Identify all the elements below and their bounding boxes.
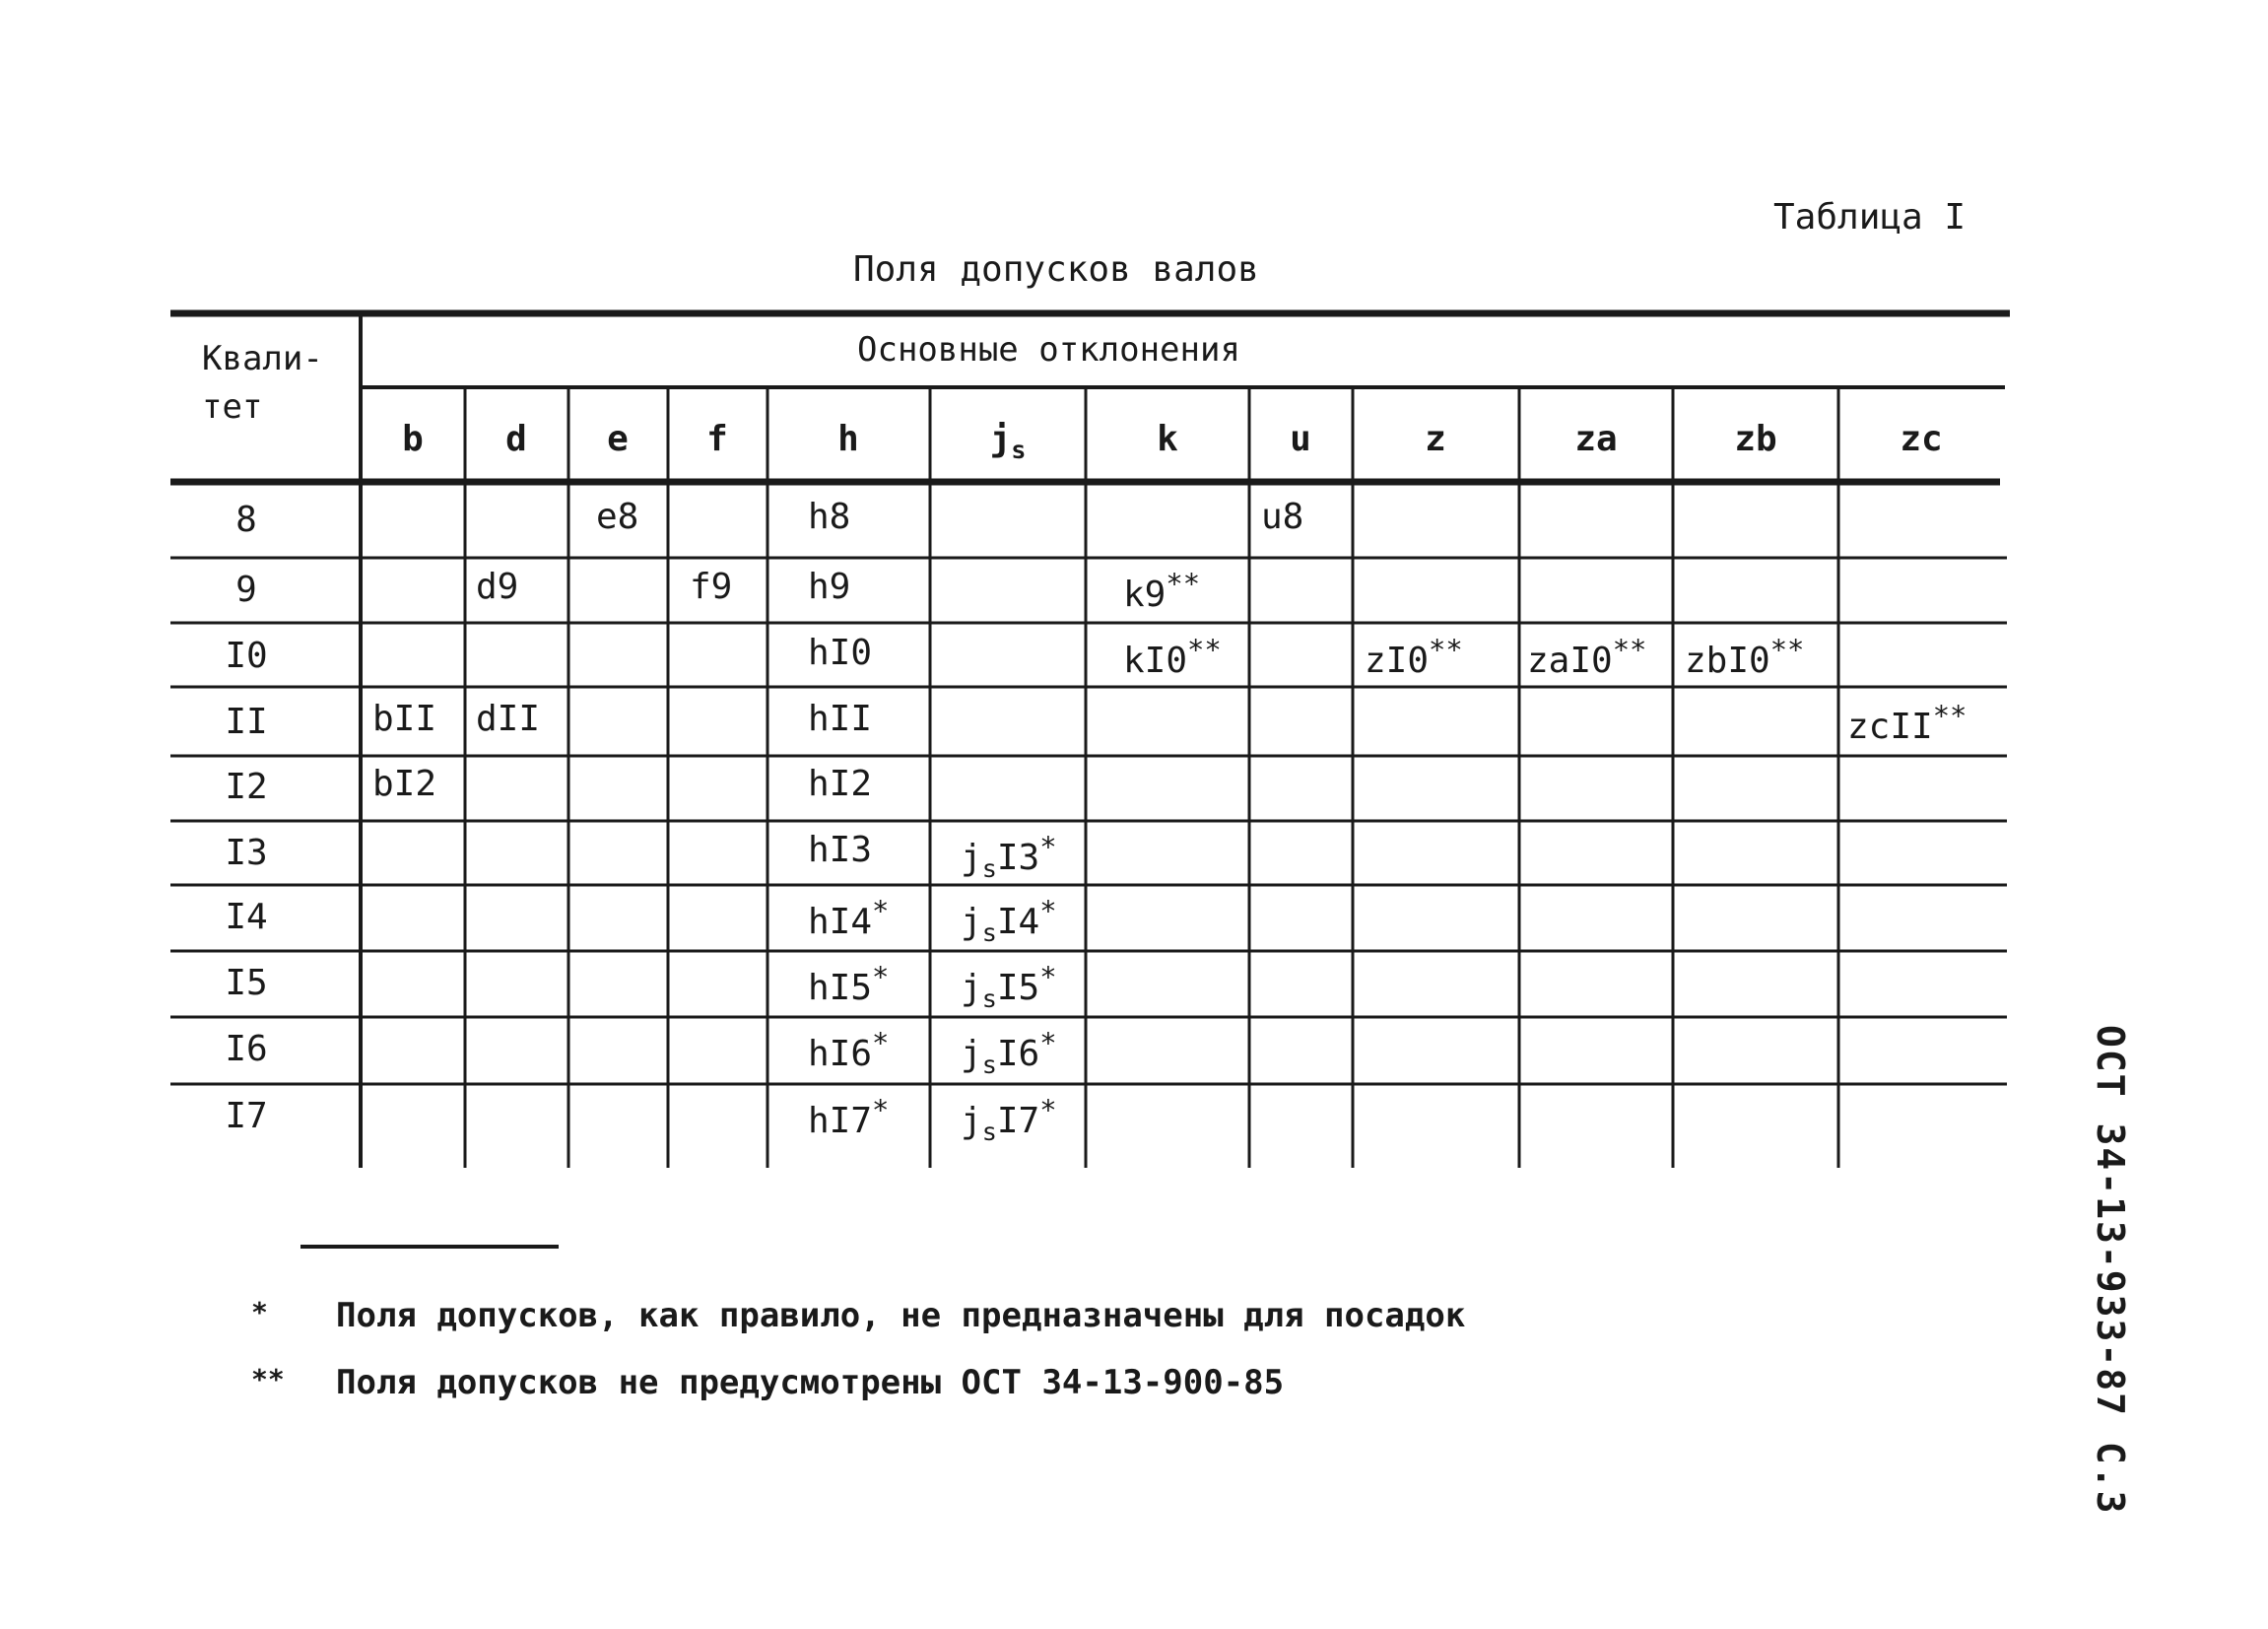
cell-zb-I0: zbI0** [1685, 633, 1805, 681]
cell-d-9: d9 [476, 567, 519, 607]
qualitet-header-line2: тет [202, 387, 263, 428]
document-code: ОСТ 34-13-933-87 С.3 [2089, 1025, 2132, 1516]
column-header-f: f [706, 419, 728, 459]
row-qualitet-I5: I5 [225, 963, 268, 1003]
row-qualitet-I6: I6 [225, 1029, 268, 1069]
cell-f-9: f9 [690, 567, 733, 607]
cell-k-9: k9** [1123, 567, 1201, 615]
cell-h-I5: hI5* [808, 960, 890, 1008]
row-qualitet-II: II [225, 702, 268, 742]
deviations-header: Основные отклонения [857, 330, 1240, 370]
column-header-e: e [607, 419, 629, 459]
cell-b-II: bII [372, 699, 437, 739]
cell-u-8: u8 [1261, 497, 1304, 537]
table-label: Таблица I [1773, 197, 1967, 238]
row-qualitet-I2: I2 [225, 767, 268, 807]
column-header-b: b [402, 419, 424, 459]
cell-h-I0: hI0 [808, 633, 873, 673]
cell-h-I3: hI3 [808, 830, 873, 870]
column-header-z: z [1425, 419, 1446, 459]
column-header-za: za [1574, 419, 1618, 459]
column-header-k: k [1157, 419, 1178, 459]
cell-b-I2: bI2 [372, 764, 437, 804]
cell-js-I3: $j_sI3^*$ [961, 830, 1057, 884]
cell-zc-II: zcII** [1847, 699, 1968, 747]
cell-js-I7: $j_sI7^*$ [961, 1093, 1057, 1147]
cell-js-I5: $j_sI5^*$ [961, 960, 1057, 1014]
cell-k-I0: kI0** [1123, 633, 1222, 681]
column-header-zb: zb [1734, 419, 1777, 459]
cell-za-I0: zaI0** [1527, 633, 1647, 681]
cell-h-I6: hI6* [808, 1026, 890, 1074]
column-header-zc: zc [1900, 419, 1943, 459]
cell-d-II: dII [476, 699, 541, 739]
footnote-2-mark: ** [251, 1363, 285, 1395]
cell-e-8: e8 [596, 497, 639, 537]
footnote-1 [251, 1296, 1465, 1335]
footnote-1-mark: * [251, 1296, 268, 1328]
row-qualitet-I7: I7 [225, 1096, 268, 1136]
qualitet-header-line1: Квали- [202, 339, 323, 378]
cell-h-I2: hI2 [808, 764, 873, 804]
row-qualitet-I4: I4 [225, 897, 268, 937]
row-qualitet-I0: I0 [225, 636, 268, 676]
column-header-d: d [505, 419, 527, 459]
column-header-js: $j_s$ [989, 419, 1027, 465]
table-title: Поля допусков валов [853, 249, 1259, 290]
cell-h-9: h9 [808, 567, 851, 607]
qualitet-header [202, 335, 350, 433]
cell-z-I0: zI0** [1365, 633, 1463, 681]
row-qualitet-9: 9 [235, 570, 257, 610]
footnote-rule [300, 1245, 559, 1249]
cell-h-8: h8 [808, 497, 851, 537]
footnote-1-text: Поля допусков, как правило, не предназначены для посадок [336, 1296, 1466, 1335]
column-header-h: h [837, 419, 859, 459]
footnote-2-text: Поля допусков не предусмотрены ОСТ 34-13-900-85 [336, 1363, 1285, 1402]
cell-h-I4: hI4* [808, 894, 890, 942]
row-qualitet-I3: I3 [225, 833, 268, 873]
footnote-2 [251, 1363, 1284, 1402]
row-qualitet-8: 8 [235, 500, 257, 540]
column-header-u: u [1290, 419, 1311, 459]
cell-js-I4: $j_sI4^*$ [961, 894, 1057, 948]
cell-h-I7: hI7* [808, 1093, 890, 1141]
cell-js-I6: $j_sI6^*$ [961, 1026, 1057, 1080]
cell-h-II: hII [808, 699, 873, 739]
